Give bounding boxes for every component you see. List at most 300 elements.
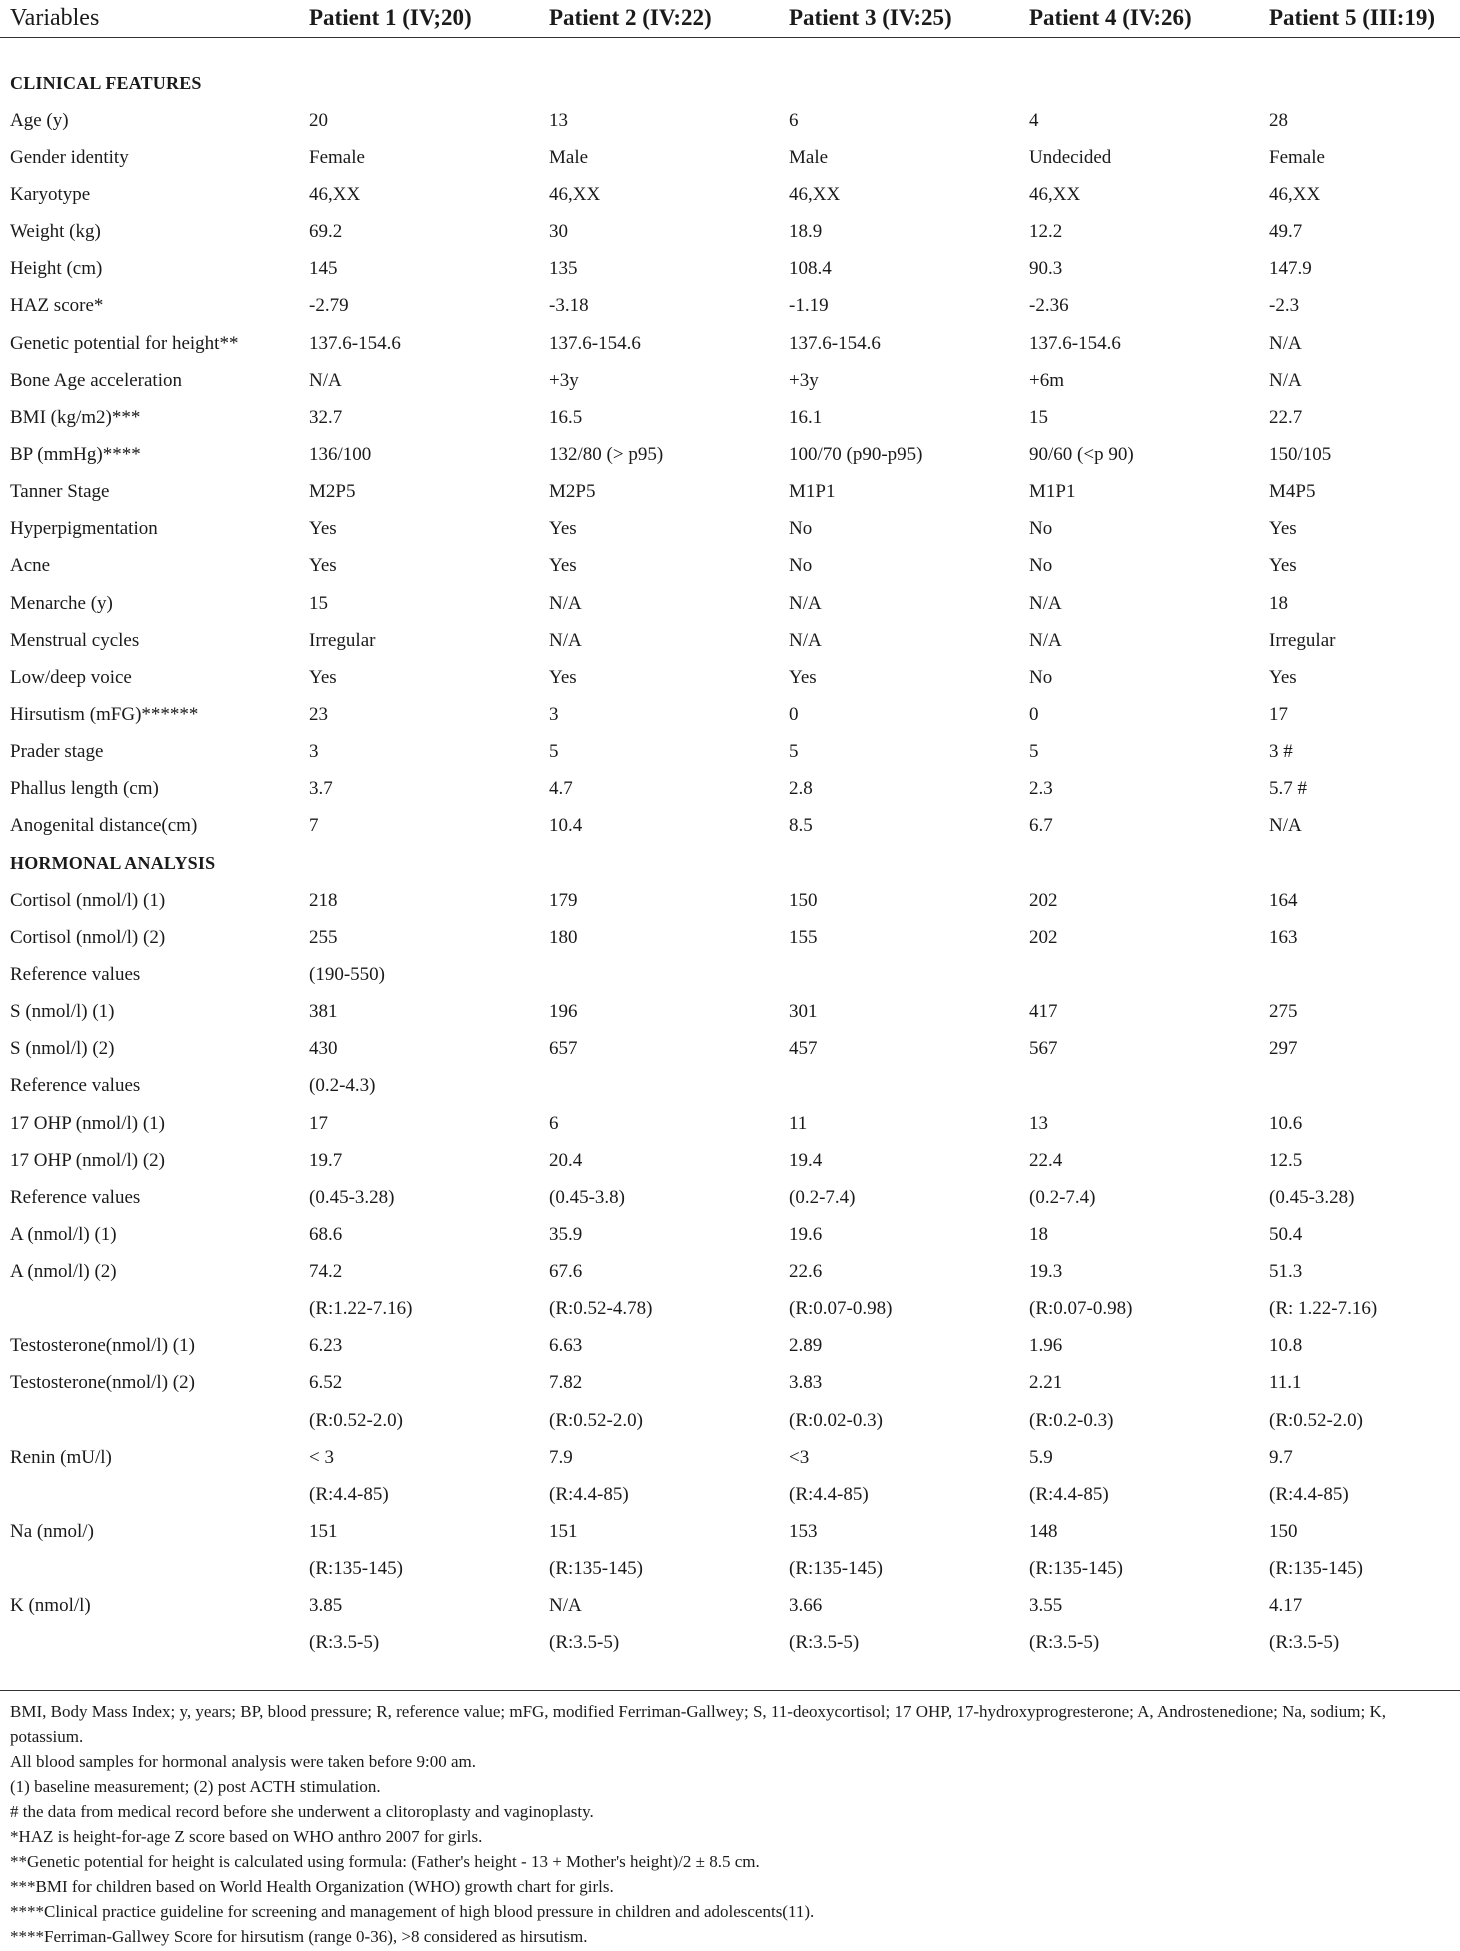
- value-cell: N/A: [1029, 629, 1062, 651]
- table-row: [0, 1068, 1460, 1105]
- value-cell: 18.9: [789, 221, 823, 243]
- value-cell: [779, 1068, 1019, 1105]
- value-cell: Yes: [309, 666, 337, 688]
- table-row: [0, 1105, 1460, 1142]
- table-row: [0, 585, 1460, 622]
- value-cell: (R:3.5-5): [1029, 1632, 1100, 1654]
- value-cell: 30: [549, 221, 568, 243]
- value-cell: 153: [789, 1521, 818, 1543]
- table-row: [0, 1513, 1460, 1550]
- footnote: *HAZ is height-for-age Z score based on WHO anthro 2007 for girls.: [10, 1827, 483, 1846]
- variable-cell: [0, 1476, 299, 1513]
- value-cell: Yes: [549, 555, 577, 577]
- value-cell: [539, 65, 779, 102]
- value-cell: 17: [1269, 703, 1288, 725]
- variable-cell: Renin (mU/l): [10, 1446, 112, 1468]
- header-cell-patient-3: Patient 3 (IV:25): [789, 5, 952, 31]
- value-cell: Irregular: [1269, 629, 1336, 651]
- value-cell: 137.6-154.6: [549, 332, 641, 354]
- value-cell: (R:135-145): [789, 1558, 883, 1580]
- value-cell: [539, 845, 779, 882]
- value-cell: Yes: [1269, 666, 1297, 688]
- value-cell: (R:135-145): [549, 1558, 643, 1580]
- variable-cell: Cortisol (nmol/l) (2): [10, 926, 166, 948]
- variable-cell: 17 OHP (nmol/l) (1): [10, 1112, 165, 1134]
- value-cell: 164: [1269, 889, 1298, 911]
- table-row: [0, 362, 1460, 399]
- value-cell: [1019, 1068, 1259, 1105]
- variable-cell: Reference values: [10, 963, 141, 985]
- value-cell: 17: [309, 1112, 328, 1134]
- value-cell: No: [1029, 518, 1053, 540]
- value-cell: 567: [1029, 1038, 1058, 1060]
- value-cell: <3: [789, 1446, 810, 1468]
- value-cell: -1.19: [789, 295, 829, 317]
- value-cell: Undecided: [1029, 146, 1112, 168]
- value-cell: 5: [549, 741, 559, 763]
- value-cell: 0: [789, 703, 799, 725]
- value-cell: 3 #: [1269, 741, 1293, 763]
- value-cell: [779, 65, 1019, 102]
- value-cell: Female: [1269, 146, 1325, 168]
- value-cell: 2.8: [789, 778, 813, 800]
- value-cell: 46,XX: [1269, 183, 1321, 205]
- variable-cell: [0, 1402, 299, 1439]
- value-cell: 18: [1029, 1223, 1048, 1245]
- value-cell: -2.36: [1029, 295, 1069, 317]
- value-cell: (R:0.52-2.0): [1269, 1409, 1363, 1431]
- value-cell: (R:0.07-0.98): [1029, 1298, 1133, 1320]
- value-cell: (R:1.22-7.16): [309, 1298, 413, 1320]
- section-title: HORMONAL ANALYSIS: [10, 853, 216, 874]
- value-cell: 136/100: [309, 443, 372, 465]
- value-cell: Yes: [309, 555, 337, 577]
- value-cell: (0.2-7.4): [789, 1186, 856, 1208]
- value-cell: No: [1029, 666, 1053, 688]
- value-cell: N/A: [789, 629, 822, 651]
- value-cell: 108.4: [789, 258, 832, 280]
- variable-cell: Age (y): [10, 109, 69, 131]
- value-cell: Yes: [549, 666, 577, 688]
- value-cell: 50.4: [1269, 1223, 1303, 1245]
- value-cell: 155: [789, 926, 818, 948]
- value-cell: 3: [309, 741, 319, 763]
- value-cell: [1259, 956, 1460, 993]
- value-cell: 7.9: [549, 1446, 573, 1468]
- table-row: [0, 1551, 1460, 1588]
- value-cell: 16.5: [549, 406, 583, 428]
- value-cell: 3: [549, 703, 559, 725]
- value-cell: 2.3: [1029, 778, 1053, 800]
- value-cell: (R:0.07-0.98): [789, 1298, 893, 1320]
- table-row: [0, 1179, 1460, 1216]
- value-cell: No: [1029, 555, 1053, 577]
- value-cell: N/A: [1269, 332, 1302, 354]
- value-cell: Yes: [1269, 518, 1297, 540]
- value-cell: 10.8: [1269, 1335, 1303, 1357]
- variable-cell: Prader stage: [10, 741, 104, 763]
- value-cell: 6.63: [549, 1335, 583, 1357]
- value-cell: N/A: [789, 592, 822, 614]
- table-row: [0, 994, 1460, 1031]
- footnote: # the data from medical record before she underwent a clitoroplasty and vaginoplasty.: [10, 1802, 594, 1821]
- header-cell-patient-2: Patient 2 (IV:22): [549, 5, 712, 31]
- variable-cell: HAZ score*: [10, 295, 104, 317]
- value-cell: 2.21: [1029, 1372, 1063, 1394]
- value-cell: 4.17: [1269, 1595, 1303, 1617]
- variable-cell: S (nmol/l) (2): [10, 1038, 115, 1060]
- value-cell: 6: [549, 1112, 559, 1134]
- table-row: [0, 1291, 1460, 1328]
- table-row: [0, 882, 1460, 919]
- value-cell: M4P5: [1269, 481, 1316, 503]
- value-cell: 68.6: [309, 1223, 343, 1245]
- value-cell: 0: [1029, 703, 1039, 725]
- value-cell: 46,XX: [549, 183, 601, 205]
- value-cell: -2.79: [309, 295, 349, 317]
- value-cell: 7: [309, 815, 319, 837]
- header-cell-variables: Variables: [10, 4, 100, 31]
- value-cell: (0.2-7.4): [1029, 1186, 1096, 1208]
- value-cell: 32.7: [309, 406, 343, 428]
- value-cell: (R:0.52-2.0): [309, 1409, 403, 1431]
- value-cell: No: [789, 518, 813, 540]
- variable-cell: K (nmol/l): [10, 1595, 91, 1617]
- section-header-row: [0, 65, 1460, 102]
- variable-cell: [0, 1291, 299, 1328]
- value-cell: Irregular: [309, 629, 376, 651]
- table-footnotes: [10, 1699, 1455, 1949]
- table-row: [0, 1142, 1460, 1179]
- value-cell: (0.45-3.28): [309, 1186, 395, 1208]
- value-cell: M1P1: [1029, 481, 1076, 503]
- value-cell: 8.5: [789, 815, 813, 837]
- header-cell-patient-1: Patient 1 (IV;20): [309, 5, 472, 31]
- variable-cell: Genetic potential for height**: [10, 332, 239, 354]
- table-row: [0, 622, 1460, 659]
- table-row: [0, 1439, 1460, 1476]
- value-cell: (R:4.4-85): [789, 1483, 869, 1505]
- variable-cell: Tanner Stage: [10, 481, 110, 503]
- value-cell: [299, 845, 539, 882]
- value-cell: (R:135-145): [309, 1558, 403, 1580]
- footnote: All blood samples for hormonal analysis were taken before 9:00 am.: [10, 1752, 476, 1771]
- value-cell: 49.7: [1269, 221, 1303, 243]
- value-cell: 19.7: [309, 1149, 343, 1171]
- value-cell: 4: [1029, 109, 1039, 131]
- value-cell: (R:4.4-85): [1029, 1483, 1109, 1505]
- value-cell: 150/105: [1269, 443, 1332, 465]
- table-row: [0, 399, 1460, 436]
- value-cell: 74.2: [309, 1261, 343, 1283]
- variable-cell: Hirsutism (mFG)******: [10, 703, 199, 725]
- value-cell: N/A: [1269, 815, 1302, 837]
- value-cell: 430: [309, 1038, 338, 1060]
- value-cell: (R:3.5-5): [1269, 1632, 1340, 1654]
- value-cell: 46,XX: [1029, 183, 1081, 205]
- value-cell: 179: [549, 889, 578, 911]
- variable-cell: Phallus length (cm): [10, 778, 159, 800]
- value-cell: [1019, 65, 1259, 102]
- value-cell: 202: [1029, 926, 1058, 948]
- value-cell: N/A: [549, 592, 582, 614]
- table-row: [0, 288, 1460, 325]
- variable-cell: Menstrual cycles: [10, 629, 140, 651]
- value-cell: 147.9: [1269, 258, 1312, 280]
- value-cell: 13: [549, 109, 568, 131]
- value-cell: 19.6: [789, 1223, 823, 1245]
- value-cell: (0.2-4.3): [309, 1075, 376, 1097]
- variable-cell: Gender identity: [10, 146, 129, 168]
- value-cell: Male: [549, 146, 589, 168]
- table-row: [0, 511, 1460, 548]
- table-bottom-rule: [0, 1690, 1460, 1691]
- value-cell: 46,XX: [789, 183, 841, 205]
- value-cell: (R:4.4-85): [1269, 1483, 1349, 1505]
- value-cell: (R:135-145): [1269, 1558, 1363, 1580]
- variable-cell: S (nmol/l) (1): [10, 1001, 115, 1023]
- value-cell: (R:3.5-5): [549, 1632, 620, 1654]
- value-cell: N/A: [1029, 592, 1062, 614]
- value-cell: 145: [309, 258, 338, 280]
- value-cell: 90.3: [1029, 258, 1063, 280]
- table-row: [0, 1031, 1460, 1068]
- value-cell: 13: [1029, 1112, 1048, 1134]
- value-cell: [1259, 1068, 1460, 1105]
- value-cell: (0.45-3.8): [549, 1186, 625, 1208]
- table-header-row: [0, 0, 1460, 37]
- value-cell: Yes: [789, 666, 817, 688]
- value-cell: N/A: [309, 369, 342, 391]
- variable-cell: [0, 1625, 299, 1662]
- value-cell: N/A: [1269, 369, 1302, 391]
- value-cell: (R:135-145): [1029, 1558, 1123, 1580]
- value-cell: 18: [1269, 592, 1288, 614]
- variable-cell: Na (nmol/): [10, 1521, 94, 1543]
- value-cell: [1259, 845, 1460, 882]
- variable-cell: Testosterone(nmol/l) (1): [10, 1335, 195, 1357]
- table-row: [0, 251, 1460, 288]
- header-rule-row: [0, 37, 1460, 65]
- variable-cell: Reference values: [10, 1075, 141, 1097]
- value-cell: [539, 956, 779, 993]
- value-cell: 3.7: [309, 778, 333, 800]
- value-cell: (R:4.4-85): [549, 1483, 629, 1505]
- value-cell: (R:0.52-4.78): [549, 1298, 653, 1320]
- value-cell: 5: [1029, 741, 1039, 763]
- value-cell: (R:0.2-0.3): [1029, 1409, 1114, 1431]
- variable-cell: 17 OHP (nmol/l) (2): [10, 1149, 165, 1171]
- value-cell: 137.6-154.6: [789, 332, 881, 354]
- value-cell: -2.3: [1269, 295, 1300, 317]
- value-cell: [1019, 845, 1259, 882]
- variable-cell: Testosterone(nmol/l) (2): [10, 1372, 195, 1394]
- table-row: [0, 176, 1460, 213]
- value-cell: 15: [309, 592, 328, 614]
- value-cell: 6.52: [309, 1372, 343, 1394]
- variable-cell: Weight (kg): [10, 221, 101, 243]
- table-row: [0, 1216, 1460, 1253]
- value-cell: 3.83: [789, 1372, 823, 1394]
- value-cell: < 3: [309, 1446, 334, 1468]
- table-row: [0, 696, 1460, 733]
- variable-cell: A (nmol/l) (1): [10, 1223, 117, 1245]
- table-row: [0, 919, 1460, 956]
- value-cell: 15: [1029, 406, 1048, 428]
- value-cell: Yes: [549, 518, 577, 540]
- value-cell: (190-550): [309, 963, 385, 985]
- variable-cell: BP (mmHg)****: [10, 443, 141, 465]
- value-cell: 23: [309, 703, 328, 725]
- value-cell: 19.4: [789, 1149, 823, 1171]
- value-cell: +3y: [549, 369, 579, 391]
- value-cell: 2.89: [789, 1335, 823, 1357]
- value-cell: No: [789, 555, 813, 577]
- value-cell: 6: [789, 109, 799, 131]
- value-cell: 10.4: [549, 815, 583, 837]
- section-title: CLINICAL FEATURES: [10, 73, 202, 94]
- value-cell: 35.9: [549, 1223, 583, 1245]
- footnote: ****Ferriman-Gallwey Score for hirsutism (range 0-36), >8 considered as hirsutism.: [10, 1927, 588, 1946]
- value-cell: (R:0.52-2.0): [549, 1409, 643, 1431]
- value-cell: 90/60 (<p 90): [1029, 443, 1134, 465]
- value-cell: 3.55: [1029, 1595, 1063, 1617]
- value-cell: Yes: [309, 518, 337, 540]
- value-cell: 100/70 (p90-p95): [789, 443, 923, 465]
- value-cell: 19.3: [1029, 1261, 1063, 1283]
- table-row: [0, 214, 1460, 251]
- footnote: ***BMI for children based on World Health Organization (WHO) growth chart for girls.: [10, 1877, 614, 1896]
- variable-cell: Menarche (y): [10, 592, 113, 614]
- table-row: [0, 102, 1460, 139]
- value-cell: +6m: [1029, 369, 1064, 391]
- table-row: [0, 1476, 1460, 1513]
- table-row: [0, 1625, 1460, 1662]
- value-cell: 196: [549, 1001, 578, 1023]
- value-cell: (R:3.5-5): [309, 1632, 380, 1654]
- value-cell: 180: [549, 926, 578, 948]
- value-cell: (R: 1.22-7.16): [1269, 1298, 1378, 1320]
- value-cell: N/A: [549, 1595, 582, 1617]
- value-cell: 5.9: [1029, 1446, 1053, 1468]
- value-cell: 5: [789, 741, 799, 763]
- value-cell: 381: [309, 1001, 338, 1023]
- header-cell-patient-4: Patient 4 (IV:26): [1029, 5, 1192, 31]
- table-row: [0, 548, 1460, 585]
- variable-cell: A (nmol/l) (2): [10, 1261, 117, 1283]
- table-row: [0, 474, 1460, 511]
- value-cell: (0.45-3.28): [1269, 1186, 1355, 1208]
- footnote: ****Clinical practice guideline for screening and management of high blood pressure in children and adolescents(11).: [10, 1902, 815, 1921]
- footnote: **Genetic potential for height is calculated using formula: (Father's height - 13 + Mother's height)/2 ± 8.5 cm.: [10, 1852, 760, 1871]
- value-cell: Female: [309, 146, 365, 168]
- value-cell: 22.4: [1029, 1149, 1063, 1171]
- table-row: [0, 734, 1460, 771]
- value-cell: 10.6: [1269, 1112, 1303, 1134]
- value-cell: 11: [789, 1112, 808, 1134]
- variable-cell: Bone Age acceleration: [10, 369, 182, 391]
- table-row: [0, 1328, 1460, 1365]
- variable-cell: Reference values: [10, 1186, 141, 1208]
- value-cell: 22.6: [789, 1261, 823, 1283]
- table-row: [0, 1365, 1460, 1402]
- variable-cell: Low/deep voice: [10, 666, 132, 688]
- value-cell: 163: [1269, 926, 1298, 948]
- value-cell: 132/80 (> p95): [549, 443, 664, 465]
- value-cell: 6.23: [309, 1335, 343, 1357]
- table-row: [0, 1254, 1460, 1291]
- value-cell: 12.5: [1269, 1149, 1303, 1171]
- variable-cell: [0, 1551, 299, 1588]
- value-cell: M2P5: [549, 481, 596, 503]
- value-cell: 297: [1269, 1038, 1298, 1060]
- value-cell: [539, 1068, 779, 1105]
- value-cell: 11.1: [1269, 1372, 1302, 1394]
- value-cell: 275: [1269, 1001, 1298, 1023]
- value-cell: 150: [1269, 1521, 1298, 1543]
- table-row: [0, 325, 1460, 362]
- value-cell: 137.6-154.6: [1029, 332, 1121, 354]
- table-row: [0, 436, 1460, 473]
- value-cell: 46,XX: [309, 183, 361, 205]
- value-cell: [779, 845, 1019, 882]
- table-row: [0, 659, 1460, 696]
- table-row: [0, 139, 1460, 176]
- table-row: [0, 1588, 1460, 1625]
- value-cell: N/A: [549, 629, 582, 651]
- value-cell: 4.7: [549, 778, 573, 800]
- variable-cell: Acne: [10, 555, 51, 577]
- value-cell: 457: [789, 1038, 818, 1060]
- value-cell: 417: [1029, 1001, 1058, 1023]
- value-cell: [299, 65, 539, 102]
- value-cell: 28: [1269, 109, 1288, 131]
- header-cell-patient-5: Patient 5 (III:19): [1269, 5, 1436, 31]
- value-cell: 218: [309, 889, 338, 911]
- value-cell: Yes: [1269, 555, 1297, 577]
- value-cell: 135: [549, 258, 578, 280]
- value-cell: 148: [1029, 1521, 1058, 1543]
- value-cell: 6.7: [1029, 815, 1053, 837]
- variable-cell: Hyperpigmentation: [10, 518, 158, 540]
- value-cell: 137.6-154.6: [309, 332, 401, 354]
- value-cell: 16.1: [789, 406, 823, 428]
- value-cell: (R:0.02-0.3): [789, 1409, 883, 1431]
- variable-cell: Karyotype: [10, 183, 91, 205]
- value-cell: 1.96: [1029, 1335, 1063, 1357]
- value-cell: 150: [789, 889, 818, 911]
- value-cell: 69.2: [309, 221, 343, 243]
- value-cell: [779, 956, 1019, 993]
- value-cell: 67.6: [549, 1261, 583, 1283]
- value-cell: Male: [789, 146, 829, 168]
- value-cell: 20: [309, 109, 328, 131]
- value-cell: 3.85: [309, 1595, 343, 1617]
- value-cell: 7.82: [549, 1372, 583, 1394]
- value-cell: 255: [309, 926, 338, 948]
- footnote: BMI, Body Mass Index; y, years; BP, blood pressure; R, reference value; mFG, modified Ferriman-Gallwey; S, 11-deoxycortisol; 17 OHP, 17-hydroxyprogresterone; A, Androstenedione; Na, sodium; K, potassium.: [10, 1702, 1386, 1746]
- value-cell: 5.7 #: [1269, 778, 1307, 800]
- value-cell: -3.18: [549, 295, 589, 317]
- footnote: (1) baseline measurement; (2) post ACTH stimulation.: [10, 1777, 381, 1796]
- value-cell: 9.7: [1269, 1446, 1293, 1468]
- value-cell: 3.66: [789, 1595, 823, 1617]
- table-row: [0, 771, 1460, 808]
- value-cell: 151: [309, 1521, 338, 1543]
- value-cell: 20.4: [549, 1149, 583, 1171]
- section-header-row: [0, 845, 1460, 882]
- value-cell: 22.7: [1269, 406, 1303, 428]
